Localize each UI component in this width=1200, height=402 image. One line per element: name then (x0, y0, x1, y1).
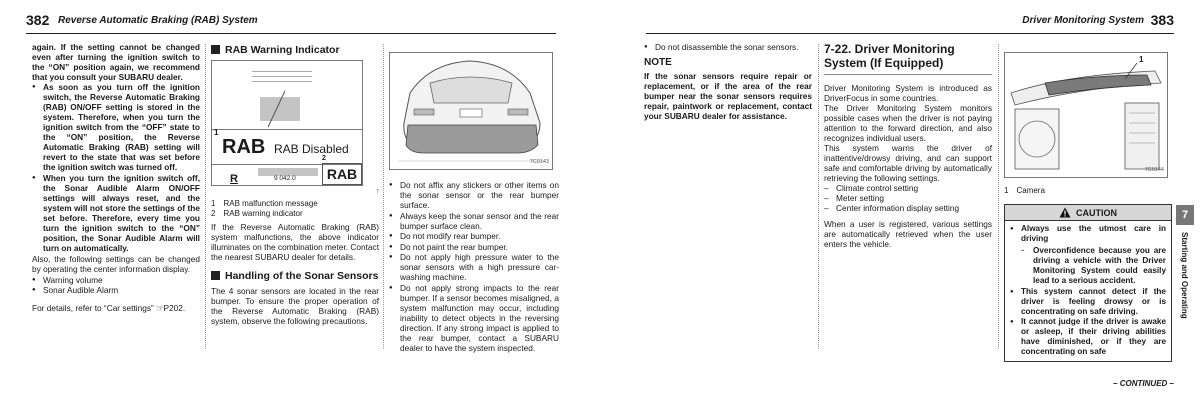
left-col1-bullets (32, 82, 200, 253)
dms-settings (824, 183, 992, 213)
section-heading: 7-22. Driver Monitoring System (If Equipped) (824, 42, 992, 75)
list-item: ● Warning volume (32, 275, 200, 285)
dms-para3: This system warns the driver of inattentive/drowsy driving, and can support safe and comfortable driving by automatically retrieving the following settings. (824, 143, 992, 183)
caution-box (1004, 204, 1172, 362)
sonar-handling-heading: Handling of the Sonar Sensors (211, 270, 379, 282)
left-col1-para2: Also, the following settings can be changed by operating the center information display. (32, 253, 200, 274)
meter-bar-line (252, 71, 312, 72)
list-item: ● Sonar Audible Alarm (32, 285, 200, 295)
right-page-number: 383 (1150, 12, 1174, 28)
caption-row: 1 RAB malfunction message (211, 199, 318, 208)
callout-2: 2 (322, 155, 326, 162)
list-item: ● As soon as you turn off the ignition switch, the Reverse Automatic Braking (RAB) ON/OFF setting is stored in the system. Therefore, when you turn the ignition switch from the “OFF” state to the “ON” position, the Reverse Automatic Braking (RAB) setting will revert to the state that was set before the ignition switch was turned off. (32, 82, 200, 172)
note-text: If the sonar sensors require repair or replacement, or if the area of the rear bumper near the sonar sensors requires repair, paintwork or replacement, contact your SUBARU dealer for assistance. (644, 71, 812, 121)
list-item: ● When you turn the ignition switch off, the Sonar Audible Alarm ON/OFF settings will always reset, and the system will not store the settings of the set before. Therefore, every time you turn the ignition switch to the “ON” position, the Sonar Audible Alarm will turn on automatically. (32, 173, 200, 253)
rab-warning-heading: RAB Warning Indicator (211, 44, 379, 56)
list-item: ● Do not apply strong impacts to the rear bumper. If a sensor becomes misaligned, a system malfunction may occur, including inability to detect objects in the reversing direction. If any strong impact is applied to the rear bumper, contact a SUBARU dealer to have the system inspected. (389, 283, 559, 353)
dms-para2: The Driver Monitoring System monitors possible cases when the driver is not paying attention to the forward direction, and also recognizes individual users. (824, 103, 992, 143)
fig-code: 7C0144 (1144, 167, 1164, 173)
list-item: ● Always use the utmost care in driving – Overconfidence because you are driving a vehicle with the Driver Monitoring System could easily lead to a serious accident. (1010, 224, 1166, 286)
meter-bar-line (252, 81, 312, 82)
chapter-label: Starting and Operating (1180, 232, 1189, 319)
list-item: – Meter setting (824, 193, 992, 203)
sonar-handling-para: The 4 sonar sensors are located in the rear bumper. To ensure the proper operation of the Reverse Automatic Braking (RAB) system, observe the following precautions. (211, 286, 379, 326)
list-item: ● Do not disassemble the sonar sensors. (644, 42, 812, 52)
column-divider (998, 44, 999, 349)
gear-indicator: R (230, 173, 238, 185)
right-col-2 (824, 42, 992, 249)
warning-triangle-icon (1059, 207, 1071, 218)
left-page-header (26, 8, 556, 34)
left-page-number: 382 (26, 12, 50, 28)
chapter-tab: 7 (1176, 205, 1194, 225)
column-divider (205, 44, 206, 349)
left-col-1 (32, 42, 200, 313)
right-page-header-title: Driver Monitoring System (1022, 15, 1144, 26)
column-divider (383, 44, 384, 349)
left-col1-details: For details, refer to “Car settings” ☞P202. (32, 303, 186, 313)
list-item: ● Do not modify rear bumper. (389, 231, 559, 241)
odometer: 9 042.0 (274, 175, 296, 182)
continued-label: – CONTINUED – (1113, 379, 1174, 388)
left-col1-settings (32, 275, 200, 296)
column-divider (818, 44, 819, 349)
list-item: – Overconfidence because you are driving a vehicle with the Driver Monitoring System could easily lead to a serious accident. (1021, 246, 1166, 286)
rab-disabled-message: 1 RAB RAB Disabled (212, 129, 362, 165)
rab-meter-figure (211, 60, 363, 186)
dms-para4: When a user is registered, various settings are automatically retrieved when the user enters the vehicle. (824, 219, 992, 249)
list-item: ● It cannot judge if the driver is awake or asleep, if their driving abilities have diminished, or if they are concentrating on safe (1010, 317, 1166, 357)
right-col-1 (644, 42, 812, 121)
dms-camera-figure (1004, 52, 1168, 178)
car-rear-figure (389, 52, 553, 170)
note-title: NOTE (644, 57, 672, 68)
dashboard-illustration (1005, 53, 1167, 177)
right-page-header (646, 8, 1174, 34)
callout-1: 1 (214, 128, 219, 137)
list-item: – Climate control setting (824, 183, 992, 193)
caution-body (1005, 221, 1171, 361)
caption-row: 2 RAB warning indicator (211, 209, 303, 218)
meter-bar-line (252, 76, 312, 77)
caution-header: CAUTION (1005, 205, 1171, 221)
list-item: ● Always keep the sonar sensor and the rear bumper surface clean. (389, 211, 559, 231)
square-bullet-icon (211, 271, 220, 280)
left-page (0, 0, 598, 402)
callout-1: 1 (1139, 55, 1144, 64)
right-page (602, 0, 1200, 402)
right-col-3 (1004, 42, 1172, 362)
list-item: ● Do not affix any stickers or other items on the sonar sensor or the rear bumper surface. (389, 180, 559, 210)
square-bullet-icon (211, 45, 220, 54)
list-item: ● Do not paint the rear bumper. (389, 242, 559, 252)
car-rear-illustration (390, 53, 552, 169)
fig-code: 7C0143 (529, 159, 549, 165)
dms-para1: Driver Monitoring System is introduced as DriverFocus in some countries. (824, 83, 992, 103)
list-item: ● Do not apply high pressure water to the sonar sensors with a high pressure car-washing machine. (389, 252, 559, 282)
rab-fig-captions (211, 199, 379, 219)
fig-code: 7 (375, 189, 379, 195)
sonar-precautions (389, 180, 559, 353)
left-col1-para1: again. If the setting cannot be changed even after turning the ignition switch to the “ON” position again, we recommend that you consult your SUBARU dealer. (32, 42, 200, 82)
rab-indicator-para: If the Reverse Automatic Braking (RAB) system malfunctions, the above indicator illuminates on the combination meter. Contact the nearest SUBARU dealer for details. (211, 222, 379, 262)
list-item: ● This system cannot detect if the driver is feeling drowsy or is concentrating on safe driving. (1010, 287, 1166, 317)
left-page-header-title: Reverse Automatic Braking (RAB) System (58, 15, 258, 26)
left-col-3 (389, 42, 559, 353)
right-col1-bullet (644, 42, 812, 52)
camera-caption: 1 Camera (1004, 186, 1045, 195)
caution-bullets (1010, 224, 1166, 357)
left-col-2 (211, 42, 379, 326)
list-item: – Center information display setting (824, 203, 992, 213)
rab-indicator: RAB 2 (322, 163, 362, 185)
